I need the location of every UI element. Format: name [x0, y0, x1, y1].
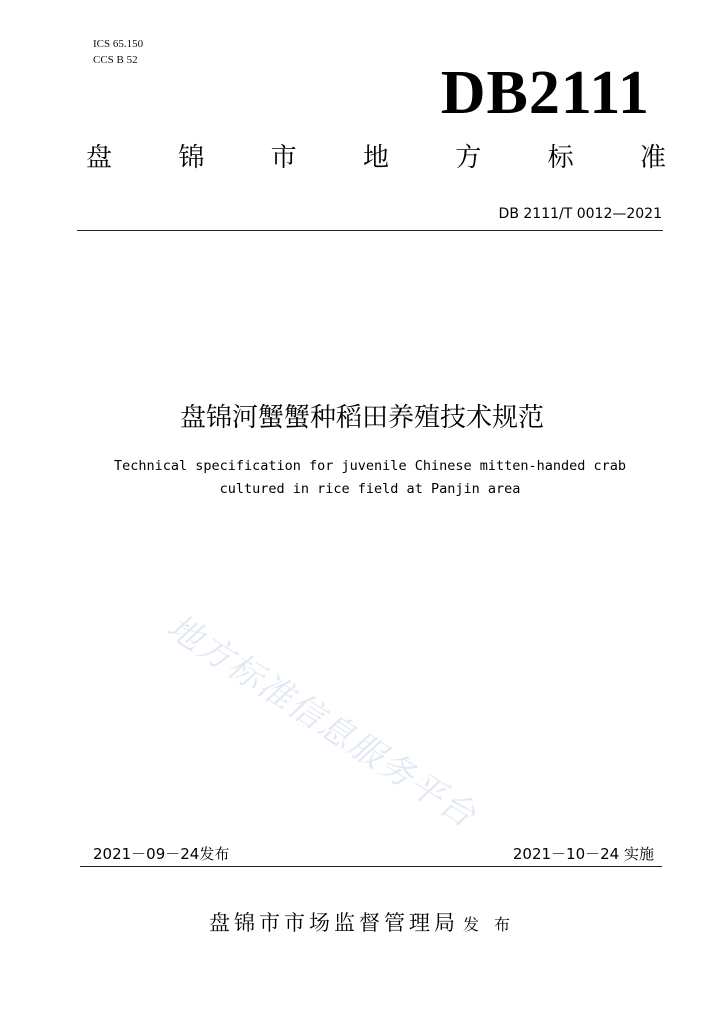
standard-type-char: 市	[270, 143, 297, 173]
standard-type-char: 标	[547, 143, 574, 173]
issuer-suffix: 发 布	[462, 915, 516, 934]
publish-date: 2021－09－24发布	[93, 845, 230, 863]
english-title	[60, 455, 680, 501]
standard-type-title	[86, 140, 666, 176]
classification-codes	[93, 36, 143, 68]
db-mark: DB2111	[440, 59, 650, 127]
standard-type-char: 地	[362, 143, 389, 173]
issuer-name: 盘锦市市场监督管理局	[208, 911, 459, 935]
standard-type-char: 锦	[178, 143, 205, 173]
watermark: 地方标准信息服务平台	[159, 606, 484, 837]
chinese-title: 盘锦河蟹蟹种稻田养殖技术规范	[179, 403, 544, 433]
standard-number: DB 2111/T 0012—2021	[498, 206, 662, 222]
bottom-divider	[80, 866, 662, 867]
implementation-date: 2021－10－24 实施	[512, 845, 654, 863]
standard-type-char: 准	[639, 143, 666, 173]
english-title-line: cultured in rice field at Panjin area	[219, 481, 521, 497]
top-divider	[77, 230, 663, 231]
issuing-authority	[0, 906, 724, 942]
standard-type-char: 盘	[86, 143, 113, 173]
standard-type-char: 方	[455, 143, 482, 173]
english-title-line: Technical specification for juvenile Chinese mitten-handed crab	[113, 458, 627, 474]
ccs-code: CCS B 52	[93, 54, 138, 66]
ics-code: ICS 65.150	[93, 38, 144, 50]
